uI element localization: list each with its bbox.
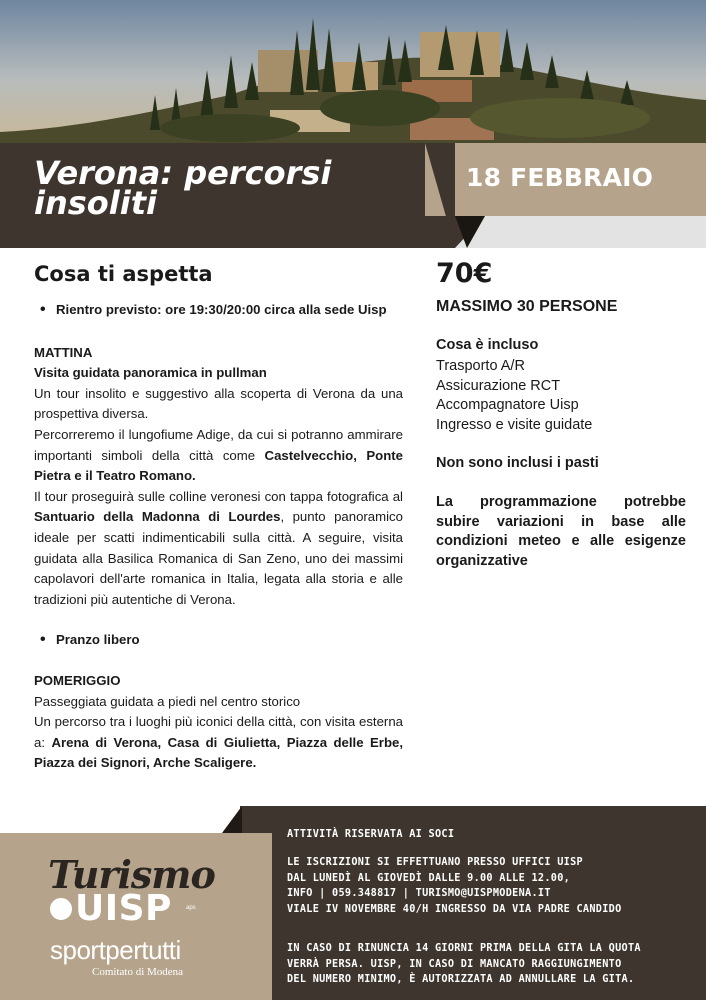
right-grey-band [455,216,706,248]
cancellation-policy [287,941,641,988]
registration-info [287,855,622,917]
morning-paragraph-1: Un tour insolito e suggestivo alla scoperta di Verona da una prospettiva diversa. [34,385,403,422]
logo-uisp-text: UISP [75,888,172,929]
return-info: • Rientro previsto: ore 19:30/20:00 circa alla sede Uisp [34,300,403,321]
page-title: Verona: percorsi insoliti [34,154,332,222]
max-participants: MASSIMO 30 PERSONE [436,298,618,315]
included-item: Ingresso e visite guidate [436,416,593,433]
afternoon-paragraph [34,712,403,774]
registration-line: VIALE IV NOVEMBRE 40/H INGRESSO DA VIA PADRE CANDIDO [287,903,622,915]
morning-p3-highlight: Santuario della Madonna di Lourdes [34,509,281,525]
cancellation-line: VERRÀ PERSA. UISP, IN CASO DI MANCATO RAGGIUNGIMENTO [287,958,622,970]
afternoon-p-highlight: Arena di Verona, Casa di Giulietta, Piazza delle Erbe, Piazza dei Signori, Arche Scaligere. [34,734,403,771]
logo-comitato-text: Comitato di Modena [92,966,184,978]
registration-line: INFO | 059.348817 | TURISMO@UISPMODENA.IT [287,888,551,899]
morning-p3-text: Il tour proseguirà sulle colline veronesi con tappa fotografica al [34,488,403,504]
cancellation-line: IN CASO DI RINUNCIA 14 GIORNI PRIMA DELLA GITA LA QUOTA [287,943,641,954]
afternoon-subheading: Passeggiata guidata a piedi nel centro storico [34,693,301,709]
included-item: Accompagnatore Uisp [436,397,579,413]
title-diagonal [425,143,485,248]
morning-paragraph-3 [34,487,403,611]
included-item: Assicurazione RCT [436,377,561,394]
morning-p2-text: Percorreremo il lungofiume Adige, da cui si potranno ammirare importanti simboli della città come [34,426,403,463]
program-column [34,300,403,774]
event-date: 18 FEBBRAIO [466,163,654,192]
included-item: Trasporto A/R [436,358,525,374]
hero-photo-verona [0,0,706,145]
logo-turismo-text: Turismo [48,852,215,897]
included-list [436,357,592,435]
logo-aps-text: aps [186,905,196,911]
section-title: Cosa ti aspetta [34,262,213,286]
morning-p2-highlight: Castelvecchio, Ponte Pietra e il Teatro Romano. [34,447,403,484]
afternoon-heading: POMERIGGIO [34,672,121,688]
schedule-disclaimer: La programmazione potrebbe subire variazioni in base alle condizioni meteo e alle esigenze organizzative [436,494,686,569]
cancellation-line: DEL NUMERO MINIMO, È AUTORIZZATA AD ANNULLARE LA GITA. [287,974,635,985]
morning-subheading: Visita guidata panoramica in pullman [34,365,267,381]
footer-notch [222,806,242,833]
ball-icon [50,898,72,920]
logo-sportpertutti-text: sportpertutti [50,935,181,965]
morning-p3-rest: , punto panoramico ideale per scatti indimenticabili sulla città. A seguire, visita guidata alla Basilica Romanica di San Zeno, uno dei massimi capolavori dell'arte romanica in Italia, legata alla storia e alle tradizioni più autentiche di Verona. [34,509,403,607]
included-title: Cosa è incluso [436,337,539,353]
price: 70€ [436,258,493,289]
morning-paragraph-2 [34,425,403,487]
registration-line: DAL LUNEDÌ AL GIOVEDÌ DALLE 9.00 ALLE 12.00, [287,872,571,884]
members-only-note: ATTIVITÀ RISERVATA AI SOCI [287,829,455,840]
afternoon-p-text: Un percorso tra i luoghi più iconici della città, con visita esterna a: [34,714,403,750]
morning-heading: MATTINA [34,344,93,360]
registration-line: LE ISCRIZIONI SI EFFETTUANO PRESSO UFFICI UISP [287,857,583,868]
lunch-info: • Pranzo libero [34,630,403,651]
not-included-note: Non sono inclusi i pasti [436,455,599,471]
